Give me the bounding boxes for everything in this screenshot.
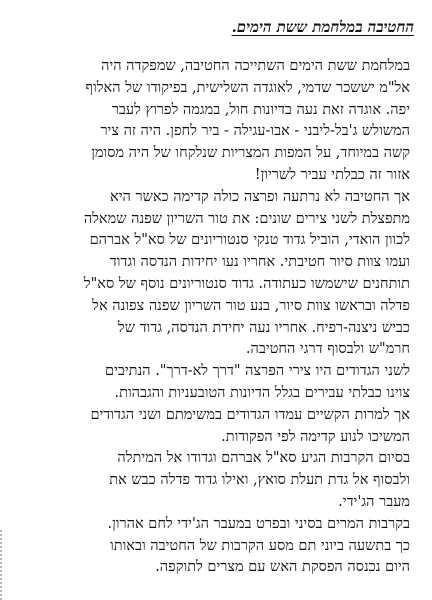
text-line: היום נכנסה הפסקת האש עם מצרים לתוקפה. <box>155 559 410 576</box>
text-line: אזור זה כבלתי עביר לשריון! <box>254 166 410 183</box>
text-line: צוינו כבלתי עבירים בגלל הדיונות הטובעניות והגבהות. <box>114 384 410 401</box>
text-line: כך בתשעה ביוני תם מסע הקרבות של החטיבה ובאותו <box>110 537 410 554</box>
scan-edge-mark <box>0 530 8 600</box>
text-line: במלחמת ששת הימים השתייכה החטיבה, שמפקדה היה <box>101 58 410 74</box>
text-line: כביש ניצנה-רפיח. אחריו נעה יחידת הנדסה, גדוד של <box>117 319 410 336</box>
text-line: יפה. אוגדה זאת נעה בדיונות חול, במגמה לפרוץ לעבר <box>111 101 410 118</box>
text-line: קשה במיוחד, על המפות המצריות שנלקחו של היה מסומן <box>91 145 410 162</box>
text-line: ועמו צוות סיור חטיבתי. אחריו נעו יחידות הנדסה וגדוד <box>109 254 410 271</box>
text-line: אל"מ יששכר שדמי, לאוגדה השלישית, בפיקודו של האלוף <box>85 79 410 96</box>
text-line: המשיכו לנוע קדימה לפי הפקודות. <box>221 428 410 445</box>
text-line: תותחנים שישמשו כעתודה. גדוד סנטוריונים נוסף של סא"ל <box>83 275 410 292</box>
text-line: לכוון הואדי, הוביל גדוד טנקי סנטוריונים של סא"ל אברהם <box>89 232 410 249</box>
text-line: לשני הגדודים היו צירי הפרצה "דרך לא-דרך". הנתיבים <box>105 363 410 380</box>
text-line: בקרבות המרים בסיני ובפרט במעבר הג'ידי לחם אהרון. <box>107 515 410 532</box>
text-line: אך למרות הקשיים עמדו הגדודים במשימתם ושני הגדודים <box>90 406 410 423</box>
text-line: בסיום הקרבות הגיע סא"ל אברהם וגדודו אל המיתלה <box>117 450 410 467</box>
page-title: החטיבה במלחמת ששת הימים. <box>231 18 414 36</box>
text-line: פדלה ובראשו צוות סיור, בנע טור השריון שפנה צפונה אל <box>92 297 410 314</box>
text-line: אך החטיבה לא נרתעה ופרצה כולה קדימה כאשר היא <box>110 188 410 205</box>
text-line: מעבר הג'ידי. <box>338 493 410 510</box>
body-text <box>22 56 410 579</box>
text-line: מתפצלת לשני צירים שונים: את טור השריון שפנה שמאלה <box>83 210 410 227</box>
text-line: המשולש ג'בל-ליבני - אבו-עגילה - ביר לחפן. היה זה ציר <box>100 123 410 140</box>
text-line: חרמ"ש ולבסוף דרגי החטיבה. <box>245 341 410 358</box>
text-line: ולבסוף אל גדת תעלת סואץ, ואילו גדוד פדלה כבש את <box>109 472 410 489</box>
